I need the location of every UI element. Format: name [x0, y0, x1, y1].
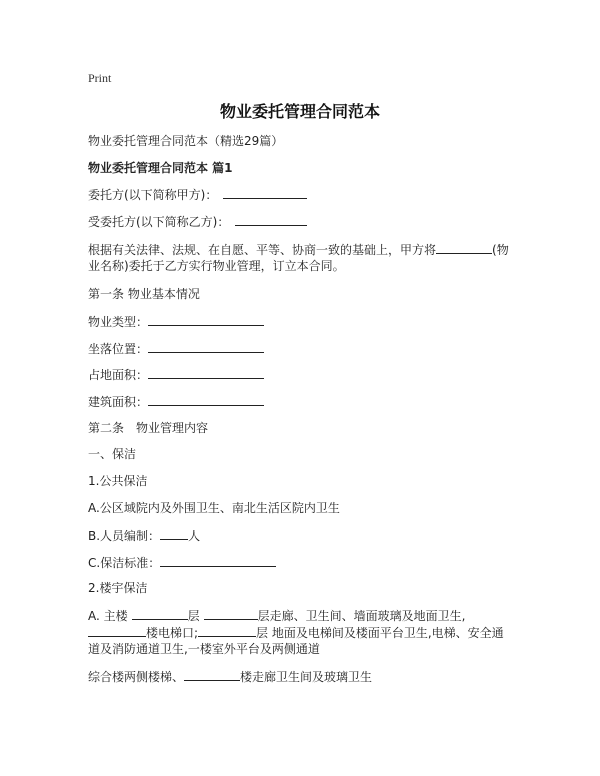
- party-b-blank: [235, 213, 307, 226]
- main-building-text-3: 层走廊、卫生间、墙面玻璃及地面卫生,: [257, 609, 466, 623]
- complex-building-line: [88, 668, 372, 686]
- land-area-line: [88, 366, 264, 384]
- item-b-label: B.人员编制：: [88, 529, 161, 543]
- party-a-line: [88, 186, 307, 204]
- main-building-text-1: A. 主楼: [88, 609, 128, 623]
- floor-blank-2: [204, 607, 258, 620]
- intro-text-1: 根据有关法律、法规、在自愿、平等、协商一致的基础上，甲方将: [88, 243, 437, 257]
- staff-count-blank: [160, 527, 188, 540]
- complex-text-2: 楼走廊卫生间及玻璃卫生: [240, 670, 373, 684]
- article-1-heading: 第一条 物业基本情况: [88, 287, 200, 301]
- main-building-line-3: 道及消防通道卫生,一楼室外平台及两侧通道: [88, 642, 320, 656]
- building-area-line: [88, 393, 264, 411]
- main-building-line-2: [88, 624, 504, 642]
- main-building-text-2: 层: [187, 609, 200, 623]
- property-name-blank: [436, 241, 492, 254]
- floor-blank-3: [88, 624, 146, 637]
- complex-text-1: 综合楼两侧楼梯、: [88, 670, 185, 684]
- land-area-blank: [148, 366, 264, 379]
- party-b-line: [88, 213, 307, 231]
- location-blank: [148, 340, 264, 353]
- cleaning-heading: 一、保洁: [88, 447, 137, 461]
- intro-line-1: [88, 241, 509, 259]
- complex-floor-blank: [184, 668, 240, 681]
- item-b-line: [88, 527, 200, 545]
- intro-line-2: 业名称)委托于乙方实行物业管理，订立本合同。: [88, 259, 345, 273]
- location-label: 坐落位置：: [88, 342, 149, 356]
- document-title: 物业委托管理合同范本: [219, 102, 380, 121]
- public-cleaning-heading: 1.公共保洁: [88, 474, 148, 488]
- main-building-text-5: 层 地面及电梯间及楼面平台卫生,电梯、安全通: [256, 626, 504, 640]
- article-2-heading: 第二条 物业管理内容: [88, 421, 209, 435]
- intro-text-2: (物: [492, 243, 509, 257]
- party-b-label: 受委托方(以下简称乙方)：: [88, 215, 230, 229]
- cleaning-standard-blank: [160, 554, 276, 567]
- property-type-line: [88, 313, 264, 331]
- building-cleaning-heading: 2.楼宇保洁: [88, 581, 148, 595]
- building-area-blank: [148, 393, 264, 406]
- main-building-line-1: [88, 607, 465, 625]
- property-type-label: 物业类型：: [88, 315, 149, 329]
- party-a-label: 委托方(以下简称甲方)：: [88, 188, 218, 202]
- section-heading: 物业委托管理合同范本 篇1: [88, 161, 233, 175]
- main-building-text-4: 楼电梯口;: [146, 626, 199, 640]
- document-subtitle: 物业委托管理合同范本（精选29篇）: [88, 134, 284, 148]
- print-label[interactable]: Print: [88, 71, 112, 85]
- item-c-line: [88, 554, 276, 572]
- land-area-label: 占地面积：: [88, 368, 149, 382]
- building-area-label: 建筑面积：: [88, 395, 149, 409]
- location-line: [88, 340, 264, 358]
- item-a: A.公区域院内及外围卫生、南北生活区院内卫生: [88, 501, 340, 515]
- floor-blank-1: [132, 607, 188, 620]
- floor-blank-4: [198, 624, 256, 637]
- item-c-label: C.保洁标准：: [88, 556, 161, 570]
- item-b-unit: 人: [188, 529, 201, 543]
- party-a-blank: [223, 186, 307, 199]
- property-type-blank: [148, 313, 264, 326]
